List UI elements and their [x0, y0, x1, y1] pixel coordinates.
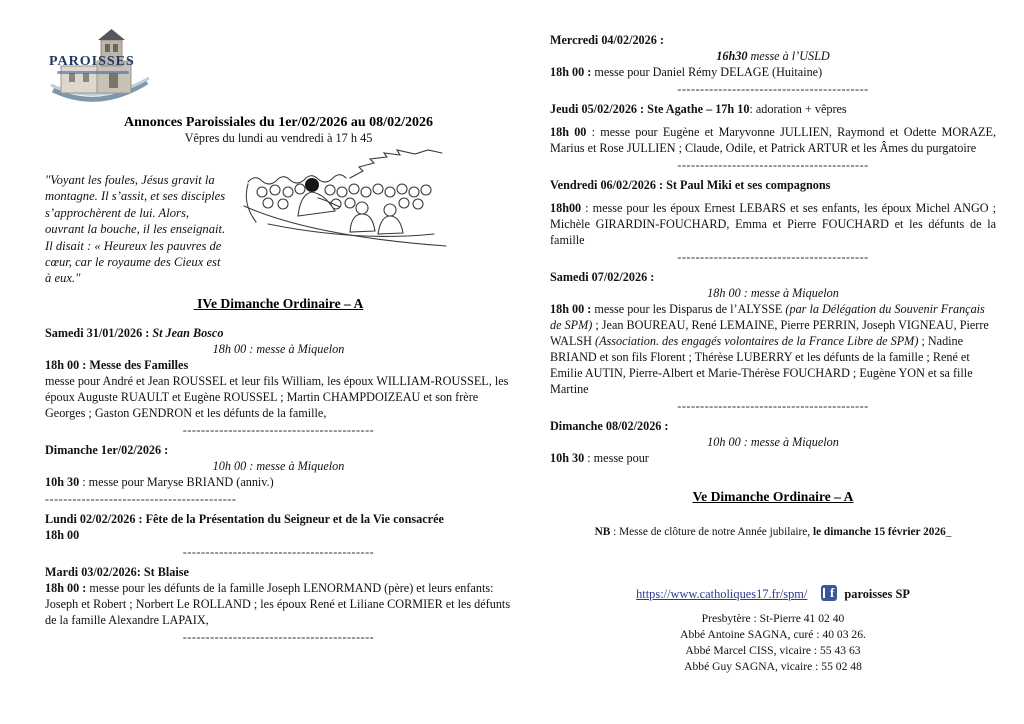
event-date: Jeudi 05/02/2026 : Ste Agathe – 17h 10: adoration + vêpres: [550, 102, 847, 116]
event-date: Mardi 03/02/2026: St Blaise: [45, 564, 189, 579]
event-date: Samedi 07/02/2026 :: [550, 270, 655, 284]
sunday-heading-v: [550, 488, 996, 505]
website-link[interactable]: https://www.catholiques17.fr/spm/: [636, 587, 808, 601]
mass-time-note: 18h 00 : messe à Miquelon: [212, 341, 345, 356]
event-date: Lundi 02/02/2026 : Fête de la Présentation du Seigneur et de la Vie consacrée: [45, 511, 444, 526]
mass-time-note: 10h 00 : messe à Miquelon: [212, 458, 345, 473]
mass-time-note: 10h 00 : messe à Miquelon: [707, 435, 839, 449]
event-block-saturday-31: [45, 325, 512, 436]
mass-intentions: 10h 30 : messe pour: [550, 451, 649, 465]
event-block-friday-06: [550, 177, 996, 263]
facebook-icon: f: [821, 585, 837, 601]
gospel-quote: [45, 172, 512, 287]
event-block-sunday-08: [550, 418, 996, 466]
event-block-saturday-07: [550, 269, 996, 412]
right-column: [550, 28, 996, 724]
bulletin-title: Annonces Paroissiales du 1er/02/2026 au 08/02/2026: [124, 115, 433, 130]
sermon-on-the-mount-illustration: [238, 148, 450, 256]
mass-intentions: 18h 00 : messe pour les Disparus de l’ALYSSE (par la Délégation du Souvenir Français de SPM) ; Jean BOUREAU, René LEMAINE, Pierre PERRIN, Joseph VIGNEAU, Pierre WALSH (Association. des engagés volontaires de la France Libre de SPM) ; Nadine BRIAND et son fils Florent ; Thérèse LUBERRY et les défunts de la famille ; René et Emilie AUTIN, Pierre-Albert et Marie-Thérèse FOUCHARD ; Eugène YON et sa fille Martine: [550, 302, 989, 396]
event-block-tuesday-03: [45, 564, 512, 643]
mass-time-note: 18h 00 : messe à Miquelon: [707, 286, 839, 300]
mass-intentions: 18h 00 : messe pour les défunts de la famille Joseph LENORMAND (père) et leurs enfants: Joseph et Robert ; Norbert Le ROLLAND ; les époux René et Liliane CORMIER et les défunts de la famille Alexandre LAPAIX,: [45, 580, 511, 627]
separator: ------------------------------------------: [677, 401, 869, 412]
event-block-thursday-05: [550, 101, 996, 171]
logo-wordmark: PAROISSES: [49, 54, 135, 69]
event-block-sunday-01: [45, 442, 512, 505]
event-time: 18h 00: [45, 527, 80, 542]
contact-line-vicaire-1: Abbé Marcel CISS, vicaire : 55 43 63: [685, 644, 861, 657]
event-date: Dimanche 1er/02/2026 :: [45, 442, 169, 457]
event-date: Mercredi 04/02/2026 :: [550, 33, 664, 47]
parish-logo: [47, 28, 155, 106]
facebook-page-name: paroisses SP: [844, 587, 910, 601]
separator: ------------------------------------------: [677, 84, 869, 95]
mass-intentions: 18h00 : messe pour les époux Ernest LEBARS et ses enfants, les époux Michel ANGO ; Michèle GIRARDIN-FOUCHARD, Emma et Pierre FOUCHARD et les défunts de la famille: [550, 201, 996, 247]
contact-line-cure: Abbé Antoine SAGNA, curé : 40 03 26.: [680, 628, 866, 641]
sunday-heading-v-text: Ve Dimanche Ordinaire – A: [692, 489, 854, 504]
event-subheading: 18h 00 : Messe des Familles: [45, 357, 189, 372]
separator: ------------------------------------------: [677, 160, 869, 171]
separator: ------------------------------------------: [45, 493, 237, 505]
logo-subtitle-line: [57, 71, 129, 74]
separator: ------------------------------------------: [677, 252, 869, 263]
event-date: Samedi 31/01/2026 : St Jean Bosco: [45, 325, 224, 340]
contact-line-presbytery: Presbytère : St-Pierre 41 02 40: [701, 612, 845, 625]
sunday-heading-iv-text: IVe Dimanche Ordinaire – A: [193, 295, 364, 311]
vespers-subtitle: Vêpres du lundi au vendredi à 17 h 45: [184, 131, 373, 145]
footer-link-row: [550, 585, 996, 603]
mass-intentions: messe pour André et Jean ROUSSEL et leur fils William, les époux WILLIAM-ROUSSEL, les époux Auguste RUAULT et Eugène ROUSSEL ; Martin CHAMPDOIZEAU et son frère Georges ; Gaston GENDRON et les défunts de la famille,: [45, 373, 509, 420]
sunday-heading-iv: [45, 295, 512, 312]
mass-intentions: 18h 00 : messe pour Eugène et Maryvonne JULLIEN, Raymond et Odette MORAZE, Marius et Rose JULLIEN ; Claude, Odile, et Patrick ARTUR et les Âmes du purgatoire: [550, 125, 996, 155]
contact-line-vicaire-2: Abbé Guy SAGNA, vicaire : 55 02 48: [684, 660, 862, 673]
gospel-quote-text: "Voyant les foules, Jésus gravit la montagne. Il s’assit, et ses disciples s’approchèrent de lui. Alors, ouvrant la bouche, il les enseignait. Il disait : « Heureux les pauvres de cœur, car le royaume des Cieux est à eux.": [45, 173, 226, 286]
mass-intentions: 10h 30 : messe pour Maryse BRIAND (anniv.): [45, 474, 274, 489]
mass-time-note: 16h30 messe à l’USLD: [716, 49, 830, 63]
mass-intentions: 18h 00 : messe pour Daniel Rémy DELAGE (Huitaine): [550, 65, 823, 79]
event-block-monday-02: [45, 511, 512, 558]
separator: ------------------------------------------: [182, 546, 375, 558]
event-date: Dimanche 08/02/2026 :: [550, 419, 669, 433]
nb-note: NB : Messe de clôture de notre Année jubilaire, le dimanche 15 février 2026_: [594, 526, 952, 538]
separator: ------------------------------------------: [182, 631, 375, 643]
event-block-wednesday-04: [550, 32, 996, 95]
contact-info: [550, 611, 996, 675]
left-column: [45, 28, 512, 724]
event-date: Vendredi 06/02/2026 : St Paul Miki et ses compagnons: [550, 178, 831, 192]
separator: ------------------------------------------: [182, 424, 375, 436]
